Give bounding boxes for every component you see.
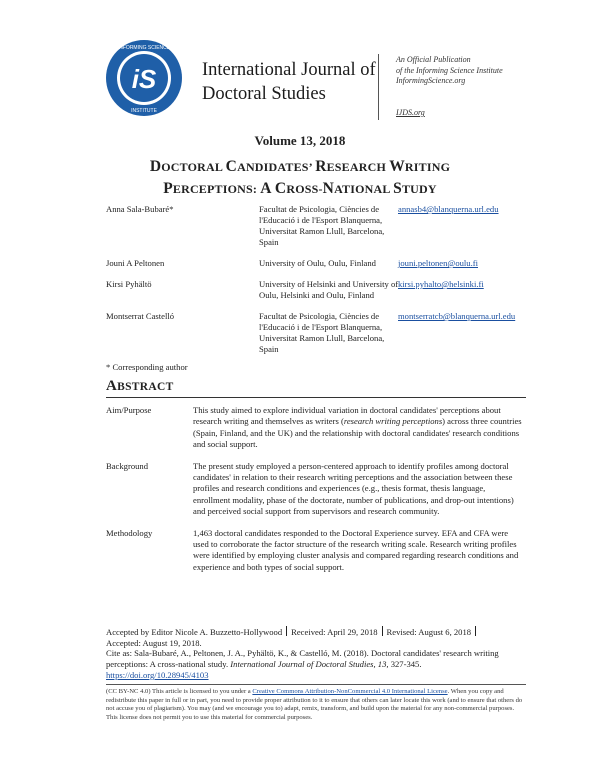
logo-text-top: INFORMING SCIENCE bbox=[117, 45, 171, 51]
abstract-row bbox=[106, 528, 526, 574]
ijds-link[interactable]: IJDS.org bbox=[396, 108, 425, 117]
informing-science-institute-logo bbox=[104, 38, 184, 118]
volume: Volume 13, 2018 bbox=[254, 133, 346, 148]
license-rule bbox=[106, 684, 526, 685]
author-name: Kirsi Pyhältö bbox=[106, 279, 152, 289]
section-label: Aim/Purpose bbox=[106, 405, 152, 415]
section-text: 1,463 doctoral candidates responded to the Doctoral Experience survey. EFA and CFA were used to corroborate the factor structure of the research writing scale. Research writing profiles were identified by employing cluster analysis and compared regarding research conditions and experience and both types of social support. bbox=[193, 527, 519, 572]
license-link[interactable]: Creative Commons Attribution-NonCommercial 4.0 International License bbox=[252, 688, 448, 695]
author-row bbox=[106, 311, 526, 355]
author-name: Jouni A Peltonen bbox=[106, 258, 165, 268]
section-label: Background bbox=[106, 460, 149, 471]
section-text: This study aimed to explore individual variation in doctoral candidates' perceptions about research writing and themselves as writers (research writing perceptions) across three countries (Spain, Finland, and the UK) and the relationship with doctoral candidates' research conditions and social support. bbox=[193, 405, 522, 450]
license-text: (CC BY-NC 4.0) This article is licensed to you under a Creative Commons Attribution-NonCommercial 4.0 International License. When you copy and redistribute this paper in full or in part, you need to provide proper attribution to it to ensure that others can later locate this work (and to ensure that others do not accuse you of plagiarism). You may (and we encourage you to) adapt, remix, transform, and build upon the material for any non-commercial purposes. This license does not permit you to use this material for commercial purposes. bbox=[106, 688, 523, 721]
corresponding-author-note: * Corresponding author bbox=[106, 362, 188, 372]
paper-title: DOCTORAL CANDIDATES’ RESEARCH WRITING PERCEPTIONS: A CROSS-NATIONAL STUDY bbox=[149, 158, 451, 197]
author-affiliation: Facultat de Psicologia, Ciències de l'Educació i de l'Esport Blanquerna, Universitat Ramon Llull, Barcelona, Spain bbox=[259, 311, 385, 354]
author-row bbox=[106, 258, 526, 269]
author-name: Montserrat Castelló bbox=[106, 311, 175, 321]
abstract-rule bbox=[106, 397, 526, 398]
logo-letters: iS bbox=[131, 64, 157, 94]
section-label: Methodology bbox=[106, 527, 153, 538]
author-email[interactable]: montserratcb@blanquerna.url.edu bbox=[398, 311, 516, 321]
author-row bbox=[106, 279, 526, 301]
logo-text-bottom: INSTITUTE bbox=[131, 108, 157, 114]
author-row bbox=[106, 204, 526, 248]
informing-science-link[interactable]: InformingScience.org bbox=[396, 76, 466, 85]
header-divider bbox=[378, 54, 379, 120]
ijds-org bbox=[396, 108, 425, 117]
section-text: The present study employed a person-centered approach to identify profiles among doctoral candidates' in relation to their research writing perceptions and the association between these profiles and research conditions and experiences (e.g., thesis format, thesis language, enrollment modality, phase of the doctorate, number of publications, and drop-out intentions) and perceived social support from supervisors and research community. bbox=[193, 460, 514, 517]
doi-link[interactable]: https://doi.org/10.28945/4103 bbox=[106, 670, 209, 680]
citation: Cite as: Sala-Bubaré, A., Peltonen, J. A., Pyhältö, K., & Castelló, M. (2018). Doctoral candidates' research writing perceptions: A cross-national study. International Journal of Doctoral Studies, 13, 327-345. https://doi.org/10.28945/4103 bbox=[106, 648, 499, 680]
author-email[interactable]: jouni.peltonen@oulu.fi bbox=[398, 258, 478, 268]
author-affiliation: University of Helsinki and University of Oulu, Helsinki and Oulu, Finland bbox=[259, 279, 399, 300]
author-email[interactable]: annasb4@blanquerna.url.edu bbox=[398, 204, 499, 214]
abstract-row bbox=[106, 461, 526, 518]
abstract-sections bbox=[106, 405, 526, 583]
abstract-row bbox=[106, 405, 526, 451]
author-email[interactable]: kirsi.pyhalto@helsinki.fi bbox=[398, 279, 484, 289]
author-list bbox=[106, 204, 526, 365]
official-publication: An Official Publication of the Informing Science Institute InformingScience.org bbox=[396, 55, 503, 85]
author-affiliation: University of Oulu, Oulu, Finland bbox=[259, 258, 376, 268]
acceptance-info: Accepted by Editor Nicole A. Buzzetto-Hollywood Received: April 29, 2018 Revised: August 6, 2018 Accepted: August 19, 2018. bbox=[106, 626, 526, 649]
author-name: Anna Sala-Bubaré* bbox=[106, 204, 174, 214]
abstract-heading: ABSTRACT bbox=[106, 378, 174, 394]
author-affiliation: Facultat de Psicologia, Ciències de l'Educació i de l'Esport Blanquerna, Universitat Ramon Llull, Barcelona, Spain bbox=[259, 204, 385, 247]
journal-name: International Journal of Doctoral Studies bbox=[202, 60, 376, 104]
